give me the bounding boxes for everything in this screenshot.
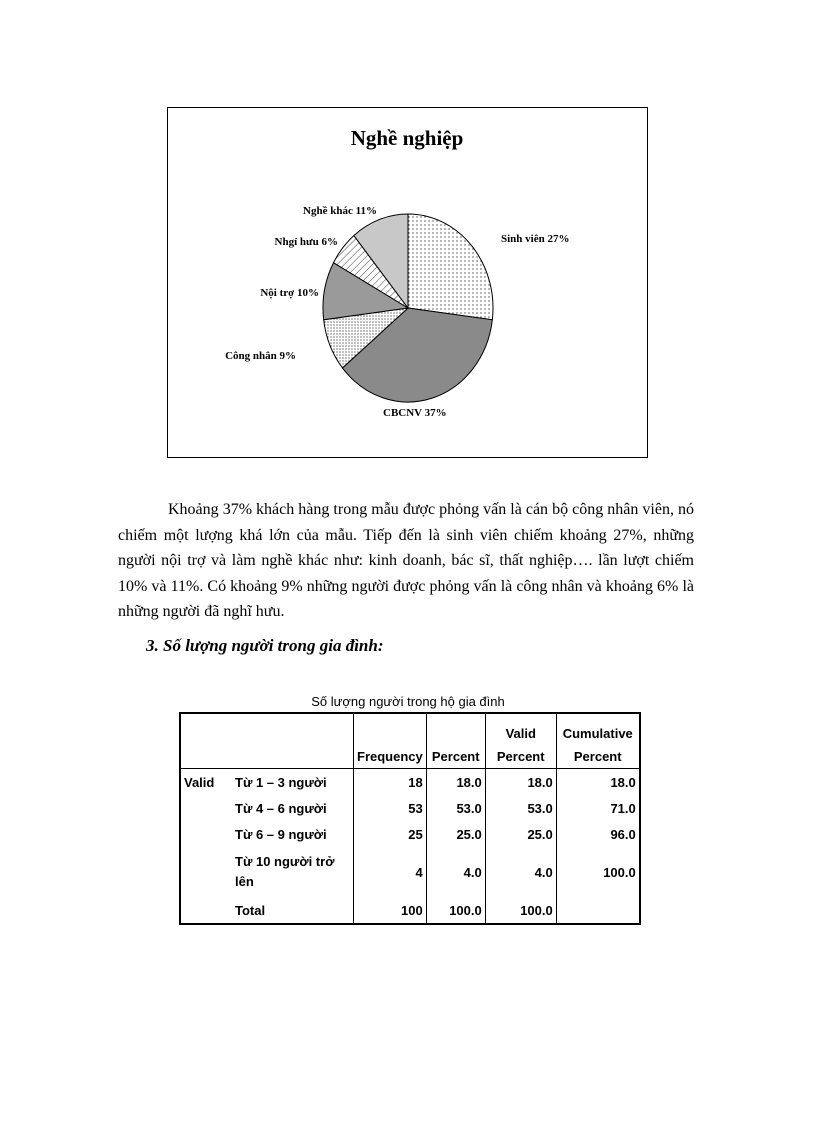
cell-valid-percent: 25.0 <box>485 821 556 847</box>
body-paragraph: Khoảng 37% khách hàng trong mẫu được phỏng vấn là cán bộ công nhân viên, nó chiếm một lượng khá lớn của mẫu. Tiếp đến là sinh viên chiếm khoảng 27%, những người nội trợ và làm nghề khác như: kinh doanh, bác sĩ, thất nghiệp…. lần lượt chiếm 10% và 11%. Có khoảng 9% những người được phỏng vấn là công nhân và khoảng 6% là những người đã nghĩ hưu. <box>118 501 694 620</box>
chart-title: Nghề nghiệp <box>350 126 464 150</box>
pie-slice-sinh-viên <box>408 214 493 320</box>
row-group-label <box>180 847 232 897</box>
cell-cumulative: 96.0 <box>556 821 640 847</box>
pie-chart-frame <box>167 107 648 458</box>
table-row <box>180 897 640 924</box>
table-row <box>180 847 640 897</box>
row-label: Từ 4 – 6 người <box>235 800 327 816</box>
cell-percent: 18.0 <box>426 769 485 796</box>
slice-label: Sinh viên 27% <box>501 233 570 245</box>
table-row <box>180 795 640 821</box>
table-title: Số lượng người trong hộ gia đình <box>311 694 505 709</box>
cell-frequency: 53 <box>354 795 427 821</box>
table-row <box>180 769 640 796</box>
row-group-label <box>180 795 232 821</box>
slice-label: Nghề khác 11% <box>303 205 377 217</box>
frequency-table <box>179 712 641 925</box>
row-label: Từ 1 – 3 người <box>235 774 327 790</box>
cell-frequency: 100 <box>354 897 427 924</box>
row-label: Từ 10 người trở lên <box>235 854 335 889</box>
row-label: Total <box>232 897 354 924</box>
header-cumulative-percent: Cumulative Percent <box>556 713 640 769</box>
cell-frequency: 4 <box>354 847 427 897</box>
cell-cumulative <box>556 897 640 924</box>
cell-valid-percent: 18.0 <box>485 769 556 796</box>
cell-valid-percent: 53.0 <box>485 795 556 821</box>
row-group-label: Valid <box>180 769 232 796</box>
header-empty-1 <box>180 713 232 769</box>
pie-chart <box>168 108 647 457</box>
section-heading: 3. Số lượng người trong gia đình: <box>146 636 384 655</box>
cell-valid-percent: 4.0 <box>485 847 556 897</box>
cell-cumulative: 100.0 <box>556 847 640 897</box>
slice-label: Nội trợ 10% <box>260 287 319 299</box>
header-percent: Percent <box>426 713 485 769</box>
row-group-label <box>180 897 232 924</box>
slice-label: Công nhân 9% <box>225 350 296 362</box>
cell-percent: 100.0 <box>426 897 485 924</box>
cell-percent: 4.0 <box>426 847 485 897</box>
slice-label: Nhgỉ hưu 6% <box>274 236 338 248</box>
slice-label: CBCNV 37% <box>383 407 447 419</box>
header-valid-percent: Valid Percent <box>485 713 556 769</box>
cell-cumulative: 71.0 <box>556 795 640 821</box>
cell-frequency: 18 <box>354 769 427 796</box>
table-row <box>180 821 640 847</box>
row-group-label <box>180 821 232 847</box>
cell-valid-percent: 100.0 <box>485 897 556 924</box>
cell-percent: 25.0 <box>426 821 485 847</box>
header-empty-2 <box>232 713 354 769</box>
header-frequency: Frequency <box>354 713 427 769</box>
cell-frequency: 25 <box>354 821 427 847</box>
row-label: Từ 6 – 9 người <box>235 826 327 842</box>
cell-cumulative: 18.0 <box>556 769 640 796</box>
cell-percent: 53.0 <box>426 795 485 821</box>
